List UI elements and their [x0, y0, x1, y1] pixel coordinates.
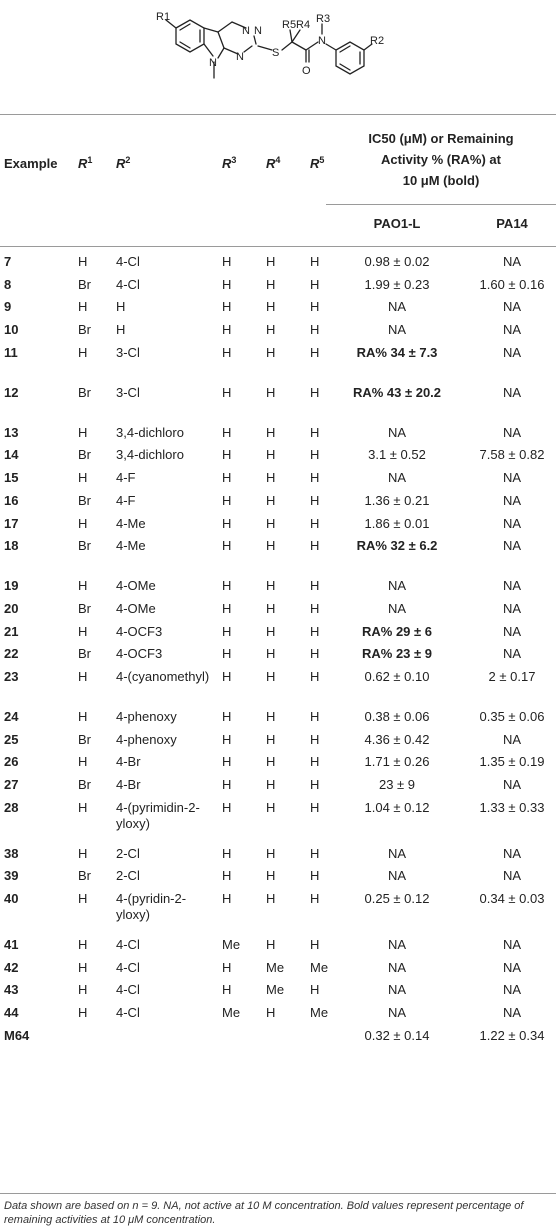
- cell-r4: H: [266, 344, 276, 360]
- cell-example: 23: [4, 668, 19, 684]
- cell-r4: H: [266, 777, 276, 792]
- cell-r1: H: [78, 799, 88, 815]
- cell-r4: H: [266, 384, 276, 400]
- table-row: [0, 842, 556, 865]
- cell-r5: Me: [310, 959, 329, 975]
- cell-pao1: NA: [387, 578, 407, 594]
- table-row: [0, 489, 556, 512]
- cell-r1: H: [78, 1005, 88, 1021]
- cell-example: 38: [4, 845, 19, 861]
- cell-pa14: NA: [502, 959, 522, 975]
- cell-r3: H: [222, 384, 232, 400]
- cell-pa14: NA: [502, 344, 522, 360]
- cell-pao1: 1.71 ± 0.26: [364, 754, 430, 770]
- table-row: [0, 933, 556, 956]
- cell-example: 43: [4, 982, 19, 998]
- cell-r2: 4-Cl: [116, 937, 140, 953]
- header-ic50-line: IC50 (μM) or Remaining: [368, 131, 514, 146]
- header-pa14: PA14: [496, 216, 528, 231]
- header-ic50-line: 10 μM (bold): [402, 173, 480, 188]
- cell-r5: H: [310, 891, 320, 907]
- cell-r3: H: [222, 600, 232, 616]
- cell-r1: H: [78, 982, 88, 998]
- cell-example: 25: [4, 731, 19, 747]
- table-row: [0, 665, 556, 705]
- cell-r3: H: [222, 891, 232, 907]
- header-r1: $R^1$: [78, 155, 93, 171]
- cell-pa14: NA: [502, 937, 522, 953]
- cell-r4: H: [266, 668, 276, 684]
- cell-r3: H: [222, 515, 232, 531]
- cell-r4: H: [266, 708, 276, 724]
- cell-example: 17: [4, 515, 19, 531]
- cell-r3: H: [222, 538, 232, 554]
- cell-r5: H: [310, 578, 320, 594]
- cell-r1: H: [78, 708, 88, 724]
- structure-r1-label: R1: [156, 11, 171, 23]
- table-row: [0, 705, 556, 728]
- cell-r2: 4-Br: [116, 754, 141, 770]
- cell-r5: H: [310, 646, 320, 662]
- cell-r4: H: [266, 276, 276, 292]
- cell-r2: 4-phenoxy: [116, 731, 177, 747]
- cell-pao1: 0.62 ± 0.10: [364, 668, 430, 684]
- cell-r2: 4-F: [116, 470, 136, 486]
- cell-r4: H: [266, 470, 276, 486]
- cell-r1: Br: [78, 538, 91, 554]
- cell-r5: H: [310, 492, 320, 508]
- cell-r2: 2-Cl: [116, 845, 140, 861]
- cell-r3: H: [222, 646, 232, 662]
- table-row: [0, 1024, 556, 1047]
- cell-r5: H: [310, 344, 320, 360]
- cell-r2: 4-(pyrimidin-2-yloxy): [116, 799, 200, 831]
- cell-r5: H: [310, 299, 320, 315]
- table-row: [0, 341, 556, 381]
- header-r2: $R^2$: [116, 155, 131, 171]
- cell-pa14: NA: [502, 322, 522, 338]
- cell-pa14: 0.35 ± 0.06: [479, 708, 545, 724]
- cell-r1: Br: [78, 276, 91, 292]
- cell-r3: Me: [222, 937, 241, 953]
- cell-r2: H: [116, 322, 126, 338]
- cell-r1: Br: [78, 447, 91, 463]
- structure-sulfur-label: S: [272, 47, 280, 59]
- structure-nitrogen-label: N: [242, 25, 250, 37]
- cell-r2: H: [116, 299, 126, 315]
- cell-r5: H: [310, 754, 320, 770]
- cell-pao1: NA: [387, 322, 407, 338]
- cell-pao1: NA: [387, 600, 407, 616]
- cell-pao1: 0.32 ± 0.14: [364, 1027, 430, 1043]
- cell-r2: 4-Cl: [116, 276, 140, 292]
- cell-r3: H: [222, 799, 232, 815]
- cell-r2: 3,4-dichloro: [116, 424, 184, 440]
- cell-r5: H: [310, 777, 320, 792]
- table-row: [0, 978, 556, 1001]
- cell-r3: H: [222, 276, 232, 292]
- ic50-subheader-rule: [326, 204, 556, 205]
- cell-r1: H: [78, 344, 88, 360]
- cell-r4: H: [266, 937, 276, 953]
- cell-r2: 4-OMe: [116, 600, 156, 616]
- cell-r4: H: [266, 891, 276, 907]
- cell-r5: H: [310, 515, 320, 531]
- cell-r4: H: [266, 254, 276, 269]
- cell-example: 18: [4, 538, 19, 554]
- cell-r5: H: [310, 982, 320, 998]
- table-row: [0, 466, 556, 489]
- header-bottom-rule: [0, 246, 556, 247]
- cell-example: M64: [4, 1027, 30, 1043]
- cell-r4: H: [266, 600, 276, 616]
- structure-oxygen-label: O: [302, 65, 311, 77]
- cell-r3: H: [222, 868, 232, 884]
- cell-r1: H: [78, 424, 88, 440]
- header-ic50-line: Activity % (RA%) at: [381, 152, 501, 167]
- table-row: [0, 512, 556, 535]
- header-r3: $R^3$: [222, 155, 237, 171]
- cell-r3: H: [222, 845, 232, 861]
- cell-r1: H: [78, 254, 88, 269]
- cell-r2: 4-Me: [116, 515, 146, 531]
- cell-r5: H: [310, 470, 320, 486]
- cell-pao1: NA: [387, 982, 407, 998]
- table-row: [0, 620, 556, 643]
- cell-pa14: NA: [502, 982, 522, 998]
- cell-r1: Br: [78, 384, 91, 400]
- cell-r2: 4-Cl: [116, 254, 140, 269]
- table-row: [0, 728, 556, 751]
- table-row: [0, 318, 556, 341]
- cell-example: 24: [4, 708, 19, 724]
- cell-pa14: 1.60 ± 0.16: [479, 276, 545, 292]
- cell-example: 13: [4, 424, 19, 440]
- table-row: [0, 534, 556, 574]
- cell-r3: H: [222, 731, 232, 747]
- cell-pa14: NA: [502, 845, 522, 861]
- cell-r1: H: [78, 754, 88, 770]
- cell-r1: H: [78, 668, 88, 684]
- cell-pa14: 0.34 ± 0.03: [479, 891, 545, 907]
- cell-r4: H: [266, 322, 276, 338]
- cell-pa14: NA: [502, 646, 522, 662]
- cell-example: 12: [4, 384, 19, 400]
- table-row: [0, 597, 556, 620]
- cell-r4: H: [266, 799, 276, 815]
- cell-r1: H: [78, 470, 88, 486]
- cell-r4: H: [266, 623, 276, 639]
- cell-r2: 4-Me: [116, 538, 146, 554]
- cell-pao1: NA: [387, 868, 407, 884]
- cell-r5: H: [310, 447, 320, 463]
- table-row: [0, 421, 556, 444]
- cell-r4: H: [266, 538, 276, 554]
- cell-r3: H: [222, 959, 232, 975]
- cell-r4: H: [266, 646, 276, 662]
- cell-r1: H: [78, 959, 88, 975]
- cell-r2: 4-OMe: [116, 578, 156, 594]
- cell-pa14: NA: [502, 1005, 522, 1021]
- cell-r2: 4-Cl: [116, 1005, 140, 1021]
- cell-example: 15: [4, 470, 19, 486]
- cell-r5: H: [310, 424, 320, 440]
- cell-r3: H: [222, 470, 232, 486]
- table-row: [0, 773, 556, 796]
- cell-r3: H: [222, 982, 232, 998]
- cell-pao1: RA% 34 ± 7.3: [356, 344, 438, 360]
- cell-r4: H: [266, 754, 276, 770]
- cell-r4: H: [266, 492, 276, 508]
- cell-pa14: NA: [502, 299, 522, 315]
- table-row: [0, 574, 556, 597]
- cell-r3: H: [222, 299, 232, 315]
- cell-r4: H: [266, 845, 276, 861]
- cell-r3: Me: [222, 1005, 241, 1021]
- cell-r5: H: [310, 254, 320, 269]
- cell-r2: 3,4-dichloro: [116, 447, 184, 463]
- structure-r5-label: R5: [282, 19, 297, 31]
- cell-pa14: NA: [502, 492, 522, 508]
- cell-pa14: NA: [502, 600, 522, 616]
- cell-example: 26: [4, 754, 19, 770]
- cell-r3: H: [222, 424, 232, 440]
- cell-pao1: NA: [387, 470, 407, 486]
- cell-pao1: NA: [387, 424, 407, 440]
- cell-pao1: NA: [387, 937, 407, 953]
- cell-pa14: NA: [502, 777, 522, 792]
- table-row: [0, 796, 556, 836]
- cell-r2: 4-OCF3: [116, 646, 163, 662]
- table-row: [0, 381, 556, 421]
- cell-r4: Me: [266, 959, 285, 975]
- cell-pao1: NA: [387, 959, 407, 975]
- cell-r2: 2-Cl: [116, 868, 140, 884]
- cell-r4: H: [266, 299, 276, 315]
- cell-r5: H: [310, 731, 320, 747]
- cell-r3: H: [222, 777, 232, 792]
- structure-nitrogen-label: N: [254, 25, 262, 37]
- cell-r3: H: [222, 254, 232, 269]
- structure-nitrogen-label: N: [236, 51, 244, 63]
- cell-pa14: 1.35 ± 0.19: [479, 754, 545, 770]
- cell-r3: H: [222, 344, 232, 360]
- cell-r5: H: [310, 937, 320, 953]
- cell-example: 44: [4, 1005, 19, 1021]
- cell-r5: H: [310, 322, 320, 338]
- cell-pa14: NA: [502, 384, 522, 400]
- cell-r1: H: [78, 891, 88, 907]
- cell-r3: H: [222, 492, 232, 508]
- table-row: [0, 443, 556, 466]
- cell-pao1: 1.04 ± 0.12: [364, 799, 430, 815]
- cell-r2: 4-(pyridin-2-yloxy): [116, 891, 187, 923]
- cell-r3: H: [222, 447, 232, 463]
- cell-example: 20: [4, 600, 19, 616]
- cell-example: 40: [4, 891, 19, 907]
- cell-pao1: RA% 32 ± 6.2: [356, 538, 438, 554]
- table-row: [0, 887, 556, 927]
- cell-example: 21: [4, 623, 19, 639]
- table-row: [0, 295, 556, 318]
- cell-pa14: NA: [502, 538, 522, 554]
- cell-pa14: 1.33 ± 0.33: [479, 799, 545, 815]
- cell-r5: Me: [310, 1005, 329, 1021]
- cell-r1: H: [78, 937, 88, 953]
- cell-pa14: NA: [502, 623, 522, 639]
- cell-pao1: 3.1 ± 0.52: [368, 447, 426, 463]
- cell-pa14: NA: [502, 868, 522, 884]
- cell-r3: H: [222, 322, 232, 338]
- cell-pa14: NA: [502, 424, 522, 440]
- header-r5: $R^5$: [310, 155, 325, 171]
- cell-r5: H: [310, 538, 320, 554]
- structure-r4-label: R4: [296, 19, 311, 31]
- cell-pao1: NA: [387, 1005, 407, 1021]
- cell-r1: Br: [78, 492, 91, 508]
- table-row: [0, 642, 556, 665]
- cell-r4: H: [266, 731, 276, 747]
- cell-r3: H: [222, 623, 232, 639]
- chemical-structure: [0, 0, 556, 112]
- cell-pa14: NA: [502, 254, 522, 269]
- cell-r1: Br: [78, 646, 91, 662]
- cell-r2: 4-Cl: [116, 959, 140, 975]
- cell-r5: H: [310, 668, 320, 684]
- cell-r4: H: [266, 868, 276, 884]
- cell-r1: H: [78, 578, 88, 594]
- cell-r4: H: [266, 447, 276, 463]
- cell-pao1: RA% 29 ± 6: [362, 623, 432, 639]
- cell-example: 27: [4, 777, 19, 792]
- cell-example: 22: [4, 646, 19, 662]
- structure-nitrogen-label: N: [318, 35, 326, 47]
- table-bottom-rule: [0, 1193, 556, 1194]
- cell-pao1: 23 ± 9: [378, 777, 416, 792]
- cell-pao1: 0.38 ± 0.06: [364, 708, 430, 724]
- cell-r2: 3-Cl: [116, 344, 140, 360]
- structure-r2-label: R2: [370, 35, 385, 47]
- cell-r1: Br: [78, 322, 91, 338]
- cell-pa14: NA: [502, 515, 522, 531]
- cell-r3: H: [222, 668, 232, 684]
- header-pao1: PAO1-L: [373, 216, 421, 231]
- cell-r1: H: [78, 623, 88, 639]
- cell-r2: 4-OCF3: [116, 623, 163, 639]
- cell-example: 10: [4, 322, 19, 338]
- cell-pa14: NA: [502, 731, 522, 747]
- header-example: Example: [4, 156, 58, 171]
- cell-r3: H: [222, 708, 232, 724]
- table-row: [0, 250, 556, 273]
- cell-pao1: 1.99 ± 0.23: [364, 276, 430, 292]
- cell-r1: Br: [78, 868, 91, 884]
- cell-pao1: 4.36 ± 0.42: [364, 731, 430, 747]
- table-top-rule: [0, 114, 556, 115]
- cell-example: 11: [4, 344, 18, 360]
- cell-pao1: RA% 23 ± 9: [362, 646, 432, 662]
- cell-example: 14: [4, 447, 19, 463]
- cell-r4: H: [266, 424, 276, 440]
- cell-example: 19: [4, 578, 19, 594]
- cell-example: 28: [4, 799, 19, 815]
- cell-r1: Br: [78, 731, 91, 747]
- cell-r5: H: [310, 708, 320, 724]
- cell-pao1: 1.36 ± 0.21: [364, 492, 430, 508]
- cell-example: 39: [4, 868, 19, 884]
- structure-nitrogen-label: N: [209, 57, 217, 69]
- cell-pa14: 1.22 ± 0.34: [479, 1027, 545, 1043]
- cell-r5: H: [310, 384, 320, 400]
- cell-pa14: 7.58 ± 0.82: [479, 447, 545, 463]
- cell-pao1: NA: [387, 845, 407, 861]
- cell-r1: Br: [78, 777, 91, 792]
- cell-example: 41: [4, 937, 19, 953]
- structure-r3-label: R3: [316, 13, 331, 25]
- header-ic50: [326, 128, 556, 191]
- cell-pao1: RA% 43 ± 20.2: [352, 384, 442, 400]
- cell-example: 8: [4, 276, 12, 292]
- cell-example: 42: [4, 959, 19, 975]
- cell-r5: H: [310, 600, 320, 616]
- cell-r5: H: [310, 799, 320, 815]
- cell-pa14: NA: [502, 470, 522, 486]
- header-r4: $R^4$: [266, 155, 281, 171]
- table-footnote: Data shown are based on n = 9. NA, not active at 10 M concentration. Bold values represent percentage of remaining activities at 10 μM concentration.: [4, 1200, 524, 1226]
- cell-r4: Me: [266, 982, 285, 998]
- cell-r2: 4-phenoxy: [116, 708, 177, 724]
- cell-pa14: 2 ± 0.17: [488, 668, 536, 684]
- cell-r5: H: [310, 845, 320, 861]
- cell-r1: Br: [78, 600, 91, 616]
- cell-pao1: 0.98 ± 0.02: [364, 254, 430, 269]
- cell-pa14: NA: [502, 578, 522, 594]
- table-body: [0, 250, 556, 1047]
- table-row: [0, 864, 556, 887]
- cell-pao1: 0.25 ± 0.12: [364, 891, 430, 907]
- cell-r5: H: [310, 868, 320, 884]
- cell-r3: H: [222, 754, 232, 770]
- table-row: [0, 750, 556, 773]
- cell-r2: 4-Br: [116, 777, 141, 792]
- cell-example: 7: [4, 254, 12, 269]
- cell-r1: H: [78, 845, 88, 861]
- cell-r2: 4-F: [116, 492, 136, 508]
- cell-r1: H: [78, 515, 88, 531]
- cell-r4: H: [266, 1005, 276, 1021]
- cell-pao1: NA: [387, 299, 407, 315]
- cell-r1: H: [78, 299, 88, 315]
- cell-example: 16: [4, 492, 19, 508]
- table-row: [0, 1001, 556, 1024]
- table-row: [0, 273, 556, 296]
- cell-r2: 4-Cl: [116, 982, 140, 998]
- cell-r2: 4-(cyanomethyl): [116, 668, 210, 684]
- cell-example: 9: [4, 299, 12, 315]
- cell-r3: H: [222, 578, 232, 594]
- cell-r4: H: [266, 578, 276, 594]
- cell-r5: H: [310, 623, 320, 639]
- cell-pao1: 1.86 ± 0.01: [364, 515, 430, 531]
- table-row: [0, 956, 556, 979]
- cell-r5: H: [310, 276, 320, 292]
- cell-r4: H: [266, 515, 276, 531]
- cell-r2: 3-Cl: [116, 384, 140, 400]
